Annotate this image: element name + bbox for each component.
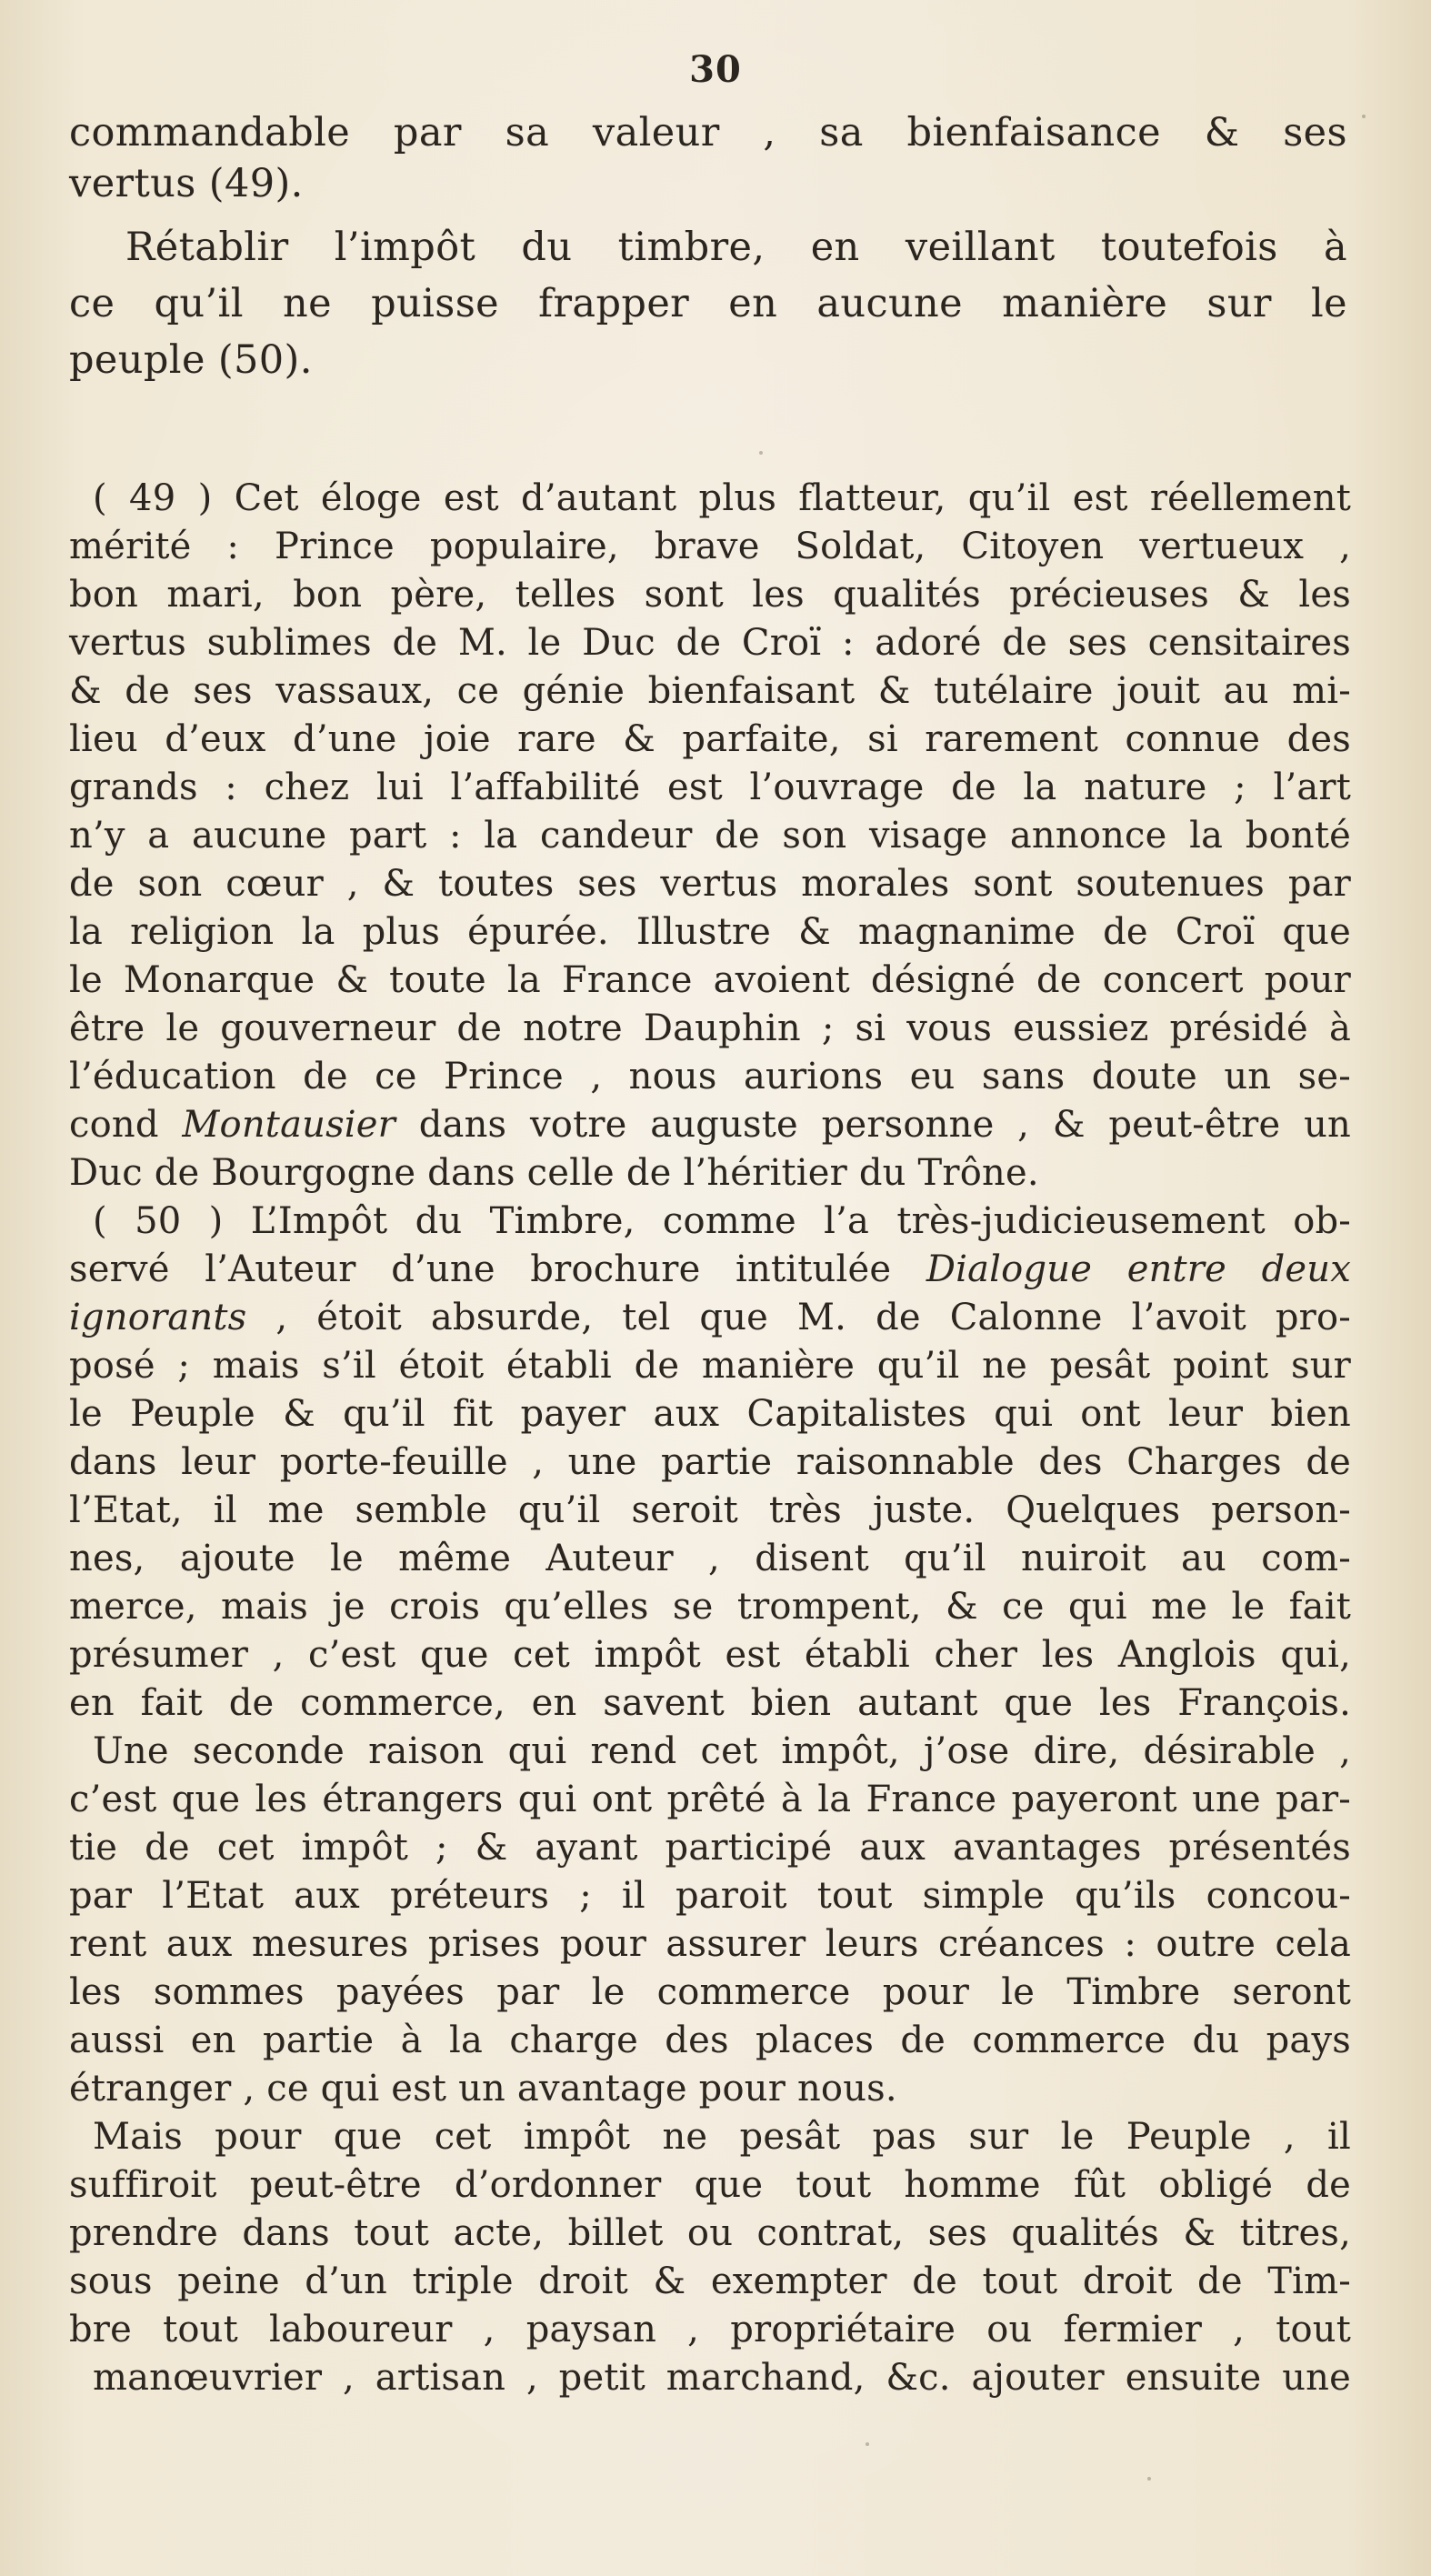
note-line: & de ses vassaux, ce génie bienfaisant & tutélaire jouit au mi- [69,670,1351,712]
note-line: bre tout laboureur , paysan , propriétaire ou fermier , tout [69,2309,1351,2350]
text-line: ce qu’il ne puisse frapper en aucune manière sur le [69,281,1347,326]
note-line: présumer , c’est que cet impôt est établi cher les Anglois qui, [69,1634,1351,1676]
note-line: Duc de Bourgogne dans celle de l’héritier du Trône. [69,1152,1039,1194]
note-text: dans votre auguste personne , & peut-être un [395,1104,1351,1146]
note-line: bon mari, bon père, telles sont les qualités précieuses & les [69,574,1351,616]
paper-speck [1362,115,1366,118]
note-line: Mais pour que cet impôt ne pesât pas sur le Peuple , il [93,2116,1351,2158]
page-number: 30 [689,48,742,91]
note-line [69,1101,1351,1148]
note-line: merce, mais je crois qu’elles se trompent, & ce qui me le fait [69,1586,1351,1628]
note-line: le Peuple & qu’il fit payer aux Capitalistes qui ont leur bien [69,1393,1351,1435]
note-line: être le gouverneur de notre Dauphin ; si vous eussiez présidé à [69,1007,1351,1049]
note-line: rent aux mesures prises pour assurer leurs créances : outre cela [69,1923,1351,1965]
note-line: vertus sublimes de M. le Duc de Croï : adoré de ses censitaires [69,622,1351,664]
paper-speck [1147,2477,1151,2481]
note-line: nes, ajoute le même Auteur , disent qu’il nuiroit au com- [69,1538,1351,1579]
note-line: ( 49 ) Cet éloge est d’autant plus flatteur, qu’il est réellement [93,477,1351,519]
note-line: l’éducation de ce Prince , nous aurions eu sans doute un se- [69,1056,1351,1098]
note-text: servé l’Auteur d’une brochure intitulée [69,1248,926,1290]
note-line: la religion la plus épurée. Illustre & magnanime de Croï que [69,911,1351,953]
note-line: prendre dans tout acte, billet ou contrat, ses qualités & titres, [69,2212,1351,2254]
paper-speck [759,451,763,455]
note-line: les sommes payées par le commerce pour le Timbre seront [69,1971,1351,2013]
note-line [69,1294,1351,1341]
italic-title: Dialogue entre deux [926,1248,1351,1290]
text-line: vertus (49). [69,161,304,206]
note-line: posé ; mais s’il étoit établi de manière qu’il ne pesât point sur [69,1345,1351,1387]
italic-title: ignorants [69,1297,247,1338]
note-line: n’y a aucune part : la candeur de son visage annonce la bonté [69,815,1351,857]
paper-speck [866,2442,869,2446]
note-line: par l’Etat aux préteurs ; il paroit tout simple qu’ils concou- [69,1875,1351,1917]
note-line: ( 50 ) L’Impôt du Timbre, comme l’a très-judicieusement ob- [93,1200,1351,1242]
note-line: en fait de commerce, en savent bien autant que les François. [69,1682,1351,1724]
note-text: , étoit absurde, tel que M. de Calonne l’avoit pro- [246,1297,1351,1338]
note-line: l’Etat, il me semble qu’il seroit très juste. Quelques person- [69,1489,1351,1531]
note-line: Une seconde raison qui rend cet impôt, j’ose dire, désirable , [93,1730,1351,1772]
note-line: grands : chez lui l’affabilité est l’ouvrage de la nature ; l’art [69,767,1351,808]
note-line: de son cœur , & toutes ses vertus morales sont soutenues par [69,863,1351,905]
note-line: étranger , ce qui est un avantage pour nous. [69,2068,897,2110]
note-line: suffiroit peut-être d’ordonner que tout homme fût obligé de [69,2164,1351,2206]
note-line [69,1246,1351,1293]
note-line: mérité : Prince populaire, brave Soldat, Citoyen vertueux , [69,526,1351,567]
note-line: manœuvrier , artisan , petit marchand, &c. ajouter ensuite une [93,2357,1351,2399]
note-text: cond [69,1104,183,1146]
note-line: c’est que les étrangers qui ont prêté à la France payeront une par- [69,1779,1351,1820]
note-line: le Monarque & toute la France avoient désigné de concert pour [69,959,1351,1001]
text-line: Rétablir l’impôt du timbre, en veillant toutefois à [125,225,1347,270]
note-line: aussi en partie à la charge des places de commerce du pays [69,2020,1351,2061]
note-line: lieu d’eux d’une joie rare & parfaite, si rarement connue des [69,718,1351,760]
italic-title: Montausier [182,1104,395,1146]
text-line: commandable par sa valeur , sa bienfaisance & ses [69,110,1347,155]
note-line: dans leur porte-feuille , une partie raisonnable des Charges de [69,1441,1351,1483]
text-line: peuple (50). [69,337,313,383]
note-line: tie de cet impôt ; & ayant participé aux avantages présentés [69,1827,1351,1869]
note-line: sous peine d’un triple droit & exempter de tout droit de Tim- [69,2260,1351,2302]
